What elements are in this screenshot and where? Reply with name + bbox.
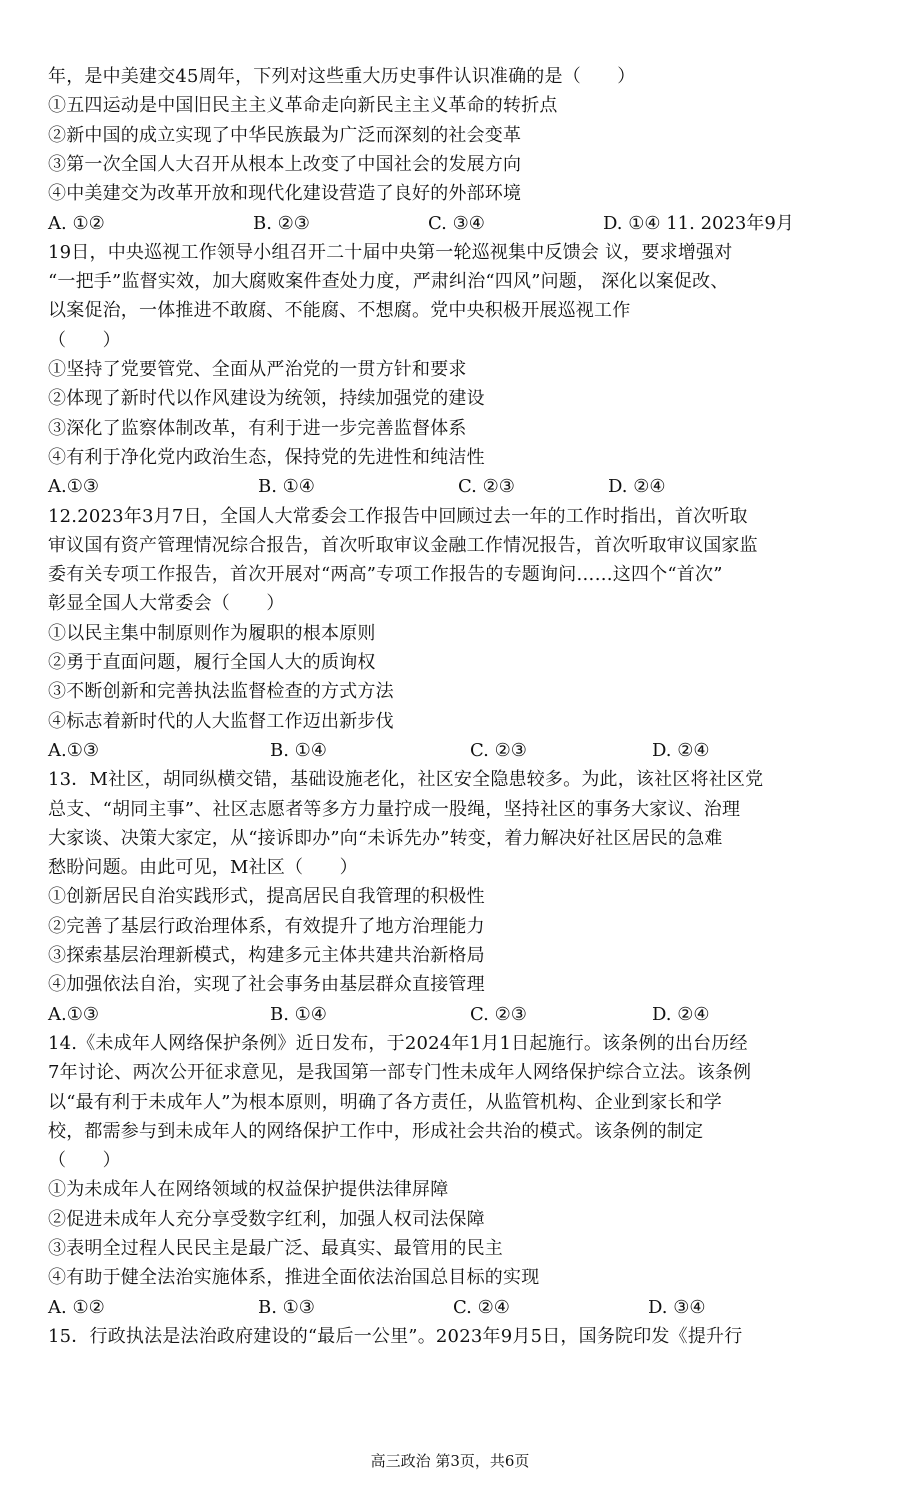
question-stem-line: 委有关专项工作报告，首次开展对“两高”专项工作报告的专题询问……这四个“首次” <box>48 564 723 586</box>
answer-option-b[interactable]: B. ①④ <box>258 476 315 498</box>
answer-option-d[interactable]: D. ②④ <box>608 476 666 498</box>
answer-option-b[interactable]: B. ①③ <box>258 1296 315 1318</box>
statement-item: ②促进未成年人充分享受数字红利，加强人权司法保障 <box>48 1208 485 1230</box>
question-stem-line: 以“最有利于未成年人”为根本原则，明确了各方责任，从监管机构、企业到家长和学 <box>48 1091 723 1113</box>
question-stem-line: 13．M社区，胡同纵横交错，基础设施老化，社区安全隐患较多。为此，该社区将社区党 <box>48 769 764 791</box>
statement-item: ②体现了新时代以作风建设为统领，持续加强党的建设 <box>48 388 485 410</box>
question-stem-line: “一把手”监督实效，加大腐败案件查处力度，严肃纠治“四风”问题， 深化以案促改、 <box>48 271 729 293</box>
statement-item: ①为未成年人在网络领域的权益保护提供法律屏障 <box>48 1179 449 1201</box>
page-footer: 高三政治 第3页，共6页 <box>370 1452 530 1470</box>
statement-item: ④标志着新时代的人大监督工作迈出新步伐 <box>48 710 394 732</box>
statement-item: ④中美建交为改革开放和现代化建设营造了良好的外部环境 <box>48 183 522 205</box>
question-stem-line: 19日，中央巡视工作领导小组召开二十届中央第一轮巡视集中反馈会 议，要求增强对 <box>48 241 733 263</box>
statement-item: ④有助于健全法治实施体系，推进全面依法治国总目标的实现 <box>48 1267 540 1289</box>
answer-option-d[interactable]: D. ③④ <box>648 1296 706 1318</box>
statement-item: ③表明全过程人民民主是最广泛、最真实、最管用的民主 <box>48 1238 503 1259</box>
answer-option-a[interactable]: A. ①② <box>48 1296 105 1318</box>
question-stem-line: 大家谈、决策大家定，从“接诉即办”向“未诉先办”转变，着力解决好社区居民的急难 <box>48 827 723 849</box>
question-stem-line: 14.《未成年人网络保护条例》近日发布，于2024年1月1日起施行。该条例的出台历经 <box>48 1032 748 1054</box>
answer-option-d[interactable]: D. ①④ 11. 2023年9月 <box>603 212 794 234</box>
question-stem-line: （ ） <box>48 329 121 351</box>
question-stem-line: 校，都需参与到未成年人的网络保护工作中，形成社会共治的模式。该条例的制定 <box>48 1120 704 1142</box>
statement-item: ③探索基层治理新模式，构建多元主体共建共治新格局 <box>48 945 485 966</box>
answer-option-d[interactable]: D. ②④ <box>652 1003 710 1025</box>
answer-option-b[interactable]: B. ①④ <box>270 1003 327 1025</box>
statement-item: ②新中国的成立实现了中华民族最为广泛而深刻的社会变革 <box>48 124 522 146</box>
answer-option-c[interactable]: C. ②③ <box>470 1003 527 1025</box>
answer-option-c[interactable]: C. ③④ <box>428 212 485 234</box>
question-stem-line: 愁盼问题。由此可见，M社区（ ） <box>48 857 358 879</box>
question-stem-line: 年，是中美建交45周年，下列对这些重大历史事件认识准确的是（ ） <box>48 66 636 87</box>
statement-item: ①坚持了党要管党、全面从严治党的一贯方针和要求 <box>48 359 467 380</box>
statement-item: ②完善了基层行政治理体系，有效提升了地方治理能力 <box>48 915 485 937</box>
question-stem-line: 12.2023年3月7日，全国人大常委会工作报告中回顾过去一年的工作时指出，首次听取 <box>48 505 748 527</box>
answer-option-d[interactable]: D. ②④ <box>652 739 710 761</box>
answer-option-a[interactable]: A. ①② <box>48 212 105 234</box>
answer-option-a[interactable]: A.①③ <box>48 739 99 761</box>
question-stem-line: 审议国有资产管理情况综合报告，首次听取审议金融工作情况报告，首次听取审议国家监 <box>48 534 758 556</box>
answer-option-a[interactable]: A.①③ <box>48 1003 99 1025</box>
statement-item: ③深化了监察体制改革，有利于进一步完善监督体系 <box>48 417 467 439</box>
answer-option-a[interactable]: A.①③ <box>48 476 99 498</box>
question-stem-line: （ ） <box>48 1150 121 1172</box>
question-stem-line: 以案促治，一体推进不敢腐、不能腐、不想腐。党中央积极开展巡视工作 <box>48 300 631 322</box>
answer-option-c[interactable]: C. ②③ <box>470 739 527 761</box>
answer-option-c[interactable]: C. ②④ <box>453 1296 510 1318</box>
question-stem-line: 总支、“胡同主事”、社区志愿者等多方力量拧成一股绳，坚持社区的事务大家议、治理 <box>48 798 741 820</box>
question-stem-line: 15．行政执法是法治政府建设的“最后一公里”。2023年9月5日，国务院印发《提升行 <box>48 1325 743 1347</box>
statement-item: ①五四运动是中国旧民主主义革命走向新民主主义革命的转折点 <box>48 95 558 117</box>
question-stem-line: 彰显全国人大常委会（ ） <box>48 593 285 615</box>
statement-item: ④有利于净化党内政治生态，保持党的先进性和纯洁性 <box>48 446 485 468</box>
statement-item: ①以民主集中制原则作为履职的根本原则 <box>48 622 376 644</box>
answer-option-c[interactable]: C. ②③ <box>458 476 515 498</box>
answer-option-b[interactable]: B. ②③ <box>253 212 310 234</box>
question-stem-line: 7年讨论、两次公开征求意见，是我国第一部专门性未成年人网络保护综合立法。该条例 <box>48 1062 752 1084</box>
statement-item: ②勇于直面问题，履行全国人大的质询权 <box>48 652 376 673</box>
statement-item: ③不断创新和完善执法监督检查的方式方法 <box>48 681 394 703</box>
statement-item: ③第一次全国人大召开从根本上改变了中国社会的发展方向 <box>48 153 522 175</box>
statement-item: ④加强依法自治，实现了社会事务由基层群众直接管理 <box>48 974 485 996</box>
answer-option-b[interactable]: B. ①④ <box>270 739 327 761</box>
statement-item: ①创新居民自治实践形式，提高居民自我管理的积极性 <box>48 886 485 908</box>
